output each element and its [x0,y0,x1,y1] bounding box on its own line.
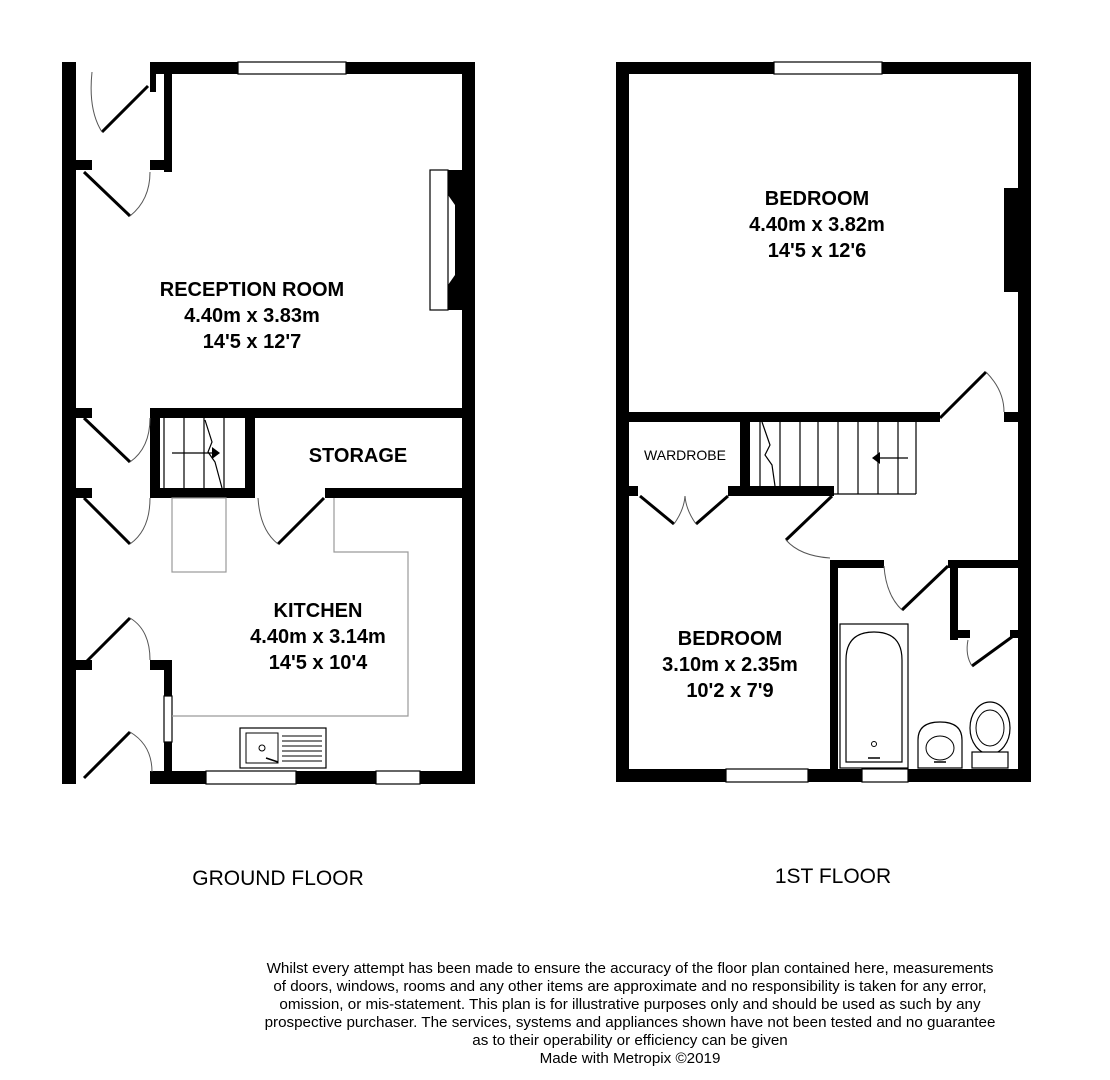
ground-east-wall [462,62,475,784]
stair-east-wall [245,408,255,498]
bedroom1-chimney-breast [1004,188,1018,292]
wardrobe-name: WARDROBE [644,447,726,463]
disclaimer [210,960,1050,1068]
disclaimer-line: as to their operability or efficiency can be given [472,1032,788,1049]
porch-wall [150,62,156,92]
first-floor-plan [616,62,1031,888]
ground-floor-plan [62,62,475,890]
wardrobe-door-left [640,496,674,524]
kitchen-metric: 4.40m x 3.14m [250,626,386,648]
disclaimer-line: of doors, windows, rooms and any other items are approximate and no responsibility is taken for any error, [273,978,987,995]
reception-room-name: RECEPTION ROOM [159,279,345,301]
bath-icon [840,624,908,768]
wardrobe-door-right [696,496,728,524]
airing-cupboard-door-swing [967,640,972,666]
bathroom-north-wall-b [948,560,1031,568]
kitchen-name: KITCHEN [273,600,363,622]
ground-south-wall-stub [62,771,76,784]
bathroom-door [902,566,948,610]
bedroom1-imperial: 14'5 x 12'6 [767,240,867,262]
toilet-icon [970,702,1010,768]
copyright-line: Made with Metropix ©2019 [539,1050,721,1067]
storage-door [278,498,324,544]
hall-door-1-swing [130,418,150,462]
first-floor-label: 1ST FLOOR [774,865,892,888]
hall-door-2-swing [130,498,150,544]
porch-door-2 [84,172,130,216]
under-stairs-cupboard [172,498,226,572]
ground-south-wall [150,771,475,784]
bedroom2-imperial: 10'2 x 7'9 [686,680,774,702]
wardrobe-door-left-swing [674,496,685,524]
bathroom-west-wall [830,560,838,782]
kitchen-window-1 [206,771,296,784]
storage-name: STORAGE [308,445,408,467]
porch-door-1 [102,86,148,132]
bedroom2-metric: 3.10m x 2.35m [662,654,798,676]
ground-floor-label: GROUND FLOOR [192,867,364,890]
hall-wall [62,488,92,498]
kitchen-door-1 [84,618,130,664]
bedroom1-door-swing [986,372,1004,412]
kitchen-imperial: 14'5 x 10'4 [268,652,368,674]
reception-south-wall-west [62,408,92,418]
kitchen-door-2-swing [130,732,152,772]
bedroom2-window [726,769,808,782]
first-staircase [760,422,916,494]
bedroom1-south-wall-east [1004,412,1031,422]
stair-west-wall [150,408,160,498]
disclaimer-line: Whilst every attempt has been made to ensure the accuracy of the floor plan contained here, measurements [266,960,994,977]
stair-south-wall [150,488,255,498]
porch-door-1-swing [91,72,102,132]
reception-room-imperial: 14'5 x 12'7 [202,331,302,353]
reception-south-wall [150,408,475,418]
airing-cupboard-foot [950,630,970,638]
storage-south-wall [325,488,475,498]
bedroom1-south-wall [616,412,940,422]
reception-window [238,62,346,74]
bedroom1-name: BEDROOM [764,188,870,210]
first-south-wall [616,769,1031,782]
bathroom-window [862,769,908,782]
ground-west-wall [62,62,76,784]
porch-inner-wall-foot [150,160,172,170]
porch-door-2-swing [130,172,150,216]
reception-room-metric: 4.40m x 3.83m [184,305,320,327]
basin-icon [918,722,962,768]
storage-door-swing [258,498,278,544]
lobby-window [164,696,172,742]
kitchen-window-2 [376,771,420,784]
bedroom2-door-swing [786,540,830,558]
bedroom2-door [786,496,832,540]
kitchen-door-2 [84,732,130,778]
fireplace-hearth [430,170,448,310]
bedroom1-metric: 4.40m x 3.82m [749,214,885,236]
porch-hall-wall [62,160,92,170]
stair-bedroom2-wall [740,486,834,496]
porch-inner-wall [164,62,172,172]
disclaimer-line: prospective purchaser. The services, systems and appliances shown have not been tested and no guarantee [264,1014,996,1031]
chimney-breast [448,170,462,310]
hall-door-1 [84,418,130,462]
wardrobe-east-wall [740,412,750,496]
kitchen-door-1-swing [130,618,150,660]
bathroom-door-swing [884,566,902,610]
hall-door-2 [84,498,130,544]
airing-cupboard-wall [950,560,958,640]
wardrobe-front-left [616,486,638,496]
bedroom2-name: BEDROOM [677,628,783,650]
bedroom1-door [940,372,986,418]
wardrobe-door-right-swing [685,496,696,524]
bedroom1-window [774,62,882,74]
disclaimer-line: omission, or mis-statement. This plan is for illustrative purposes only and should be used as such by any [279,996,981,1013]
ground-staircase [164,418,224,488]
sink-icon [240,728,326,768]
airing-cupboard-door [972,634,1016,666]
bathroom-north-wall-a [830,560,884,568]
